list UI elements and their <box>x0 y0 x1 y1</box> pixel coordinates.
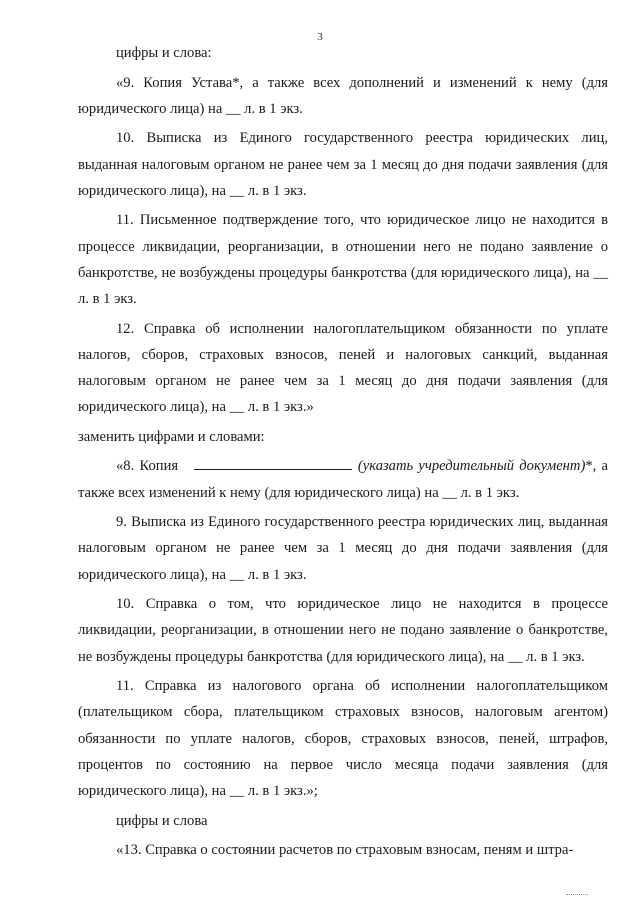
item-8-italic-note: (указать учредительный документ) <box>357 458 586 475</box>
paragraph-replace-with: заменить цифрами и словами: <box>78 428 265 445</box>
blank-fill-line <box>194 456 352 470</box>
paragraph-item-13: «13. Справка о состоянии расчетов по страховым взносам, пеням и штра- <box>116 842 574 859</box>
paragraph-new-item-9: 9. Выписка из Единого государственного реестра юридических лиц, выданная налоговым органом не ранее чем за 1 месяц до дня подачи заявления (для юридического лица), на __ л. в 1 экз. <box>78 514 608 583</box>
scan-corner-mark <box>566 894 588 899</box>
paragraph-new-item-8 <box>78 453 608 505</box>
paragraph-old-item-11: 11. Письменное подтверждение того, что юридическое лицо не находится в процессе ликвидации, реорганизации, в отношении него не подано заявление о банкротстве, не возбуждены процедуры банкротства (для юридического лица), на __ л. в 1 экз. <box>78 212 608 307</box>
item-8-prefix: «8. Копия <box>116 458 179 475</box>
paragraph-figures-and-words: цифры и слова <box>116 812 208 829</box>
paragraph-new-item-11: 11. Справка из налогового органа об исполнении налогоплательщиком (плательщиком сбора, плательщиком страховых взносов, налоговым агентом) обязанности по уплате налогов, сборов, страховых взносов, пеней, штрафов, процентов по состоянию на первое число месяца подачи заявления (для юридического лица), на __ л. в 1 экз.»; <box>78 678 608 799</box>
paragraph-intro-figures-and-words: цифры и слова: <box>116 45 212 61</box>
page-number: 3 <box>317 31 323 43</box>
item-8-suffix: *, а также всех изменений к нему (для юридического лица) на __ л. в 1 экз. <box>78 458 608 501</box>
paragraph-old-item-9: «9. Копия Устава*, а также всех дополнений и изменений к нему (для юридического лица) на __ л. в 1 экз. <box>78 74 608 117</box>
paragraph-new-item-10: 10. Справка о том, что юридическое лицо не находится в процессе ликвидации, реорганизации, в отношении него не подано заявление о банкротстве, не возбуждены процедуры банкротства (для юридического лица), на __ л. в 1 экз. <box>78 596 608 665</box>
document-body <box>78 40 608 867</box>
paragraph-old-item-12: 12. Справка об исполнении налогоплательщиком обязанности по уплате налогов, сборов, страховых взносов, пеней и налоговых санкций, выданная налоговым органом не ранее чем за 1 месяц до дня подачи заявления (для юридического лица), на __ л. в 1 экз.» <box>78 320 608 416</box>
paragraph-old-item-10: 10. Выписка из Единого государственного реестра юридических лиц, выданная налоговым органом не ранее чем за 1 месяц до дня подачи заявления (для юридического лица), на __ л. в 1 экз. <box>78 130 608 199</box>
